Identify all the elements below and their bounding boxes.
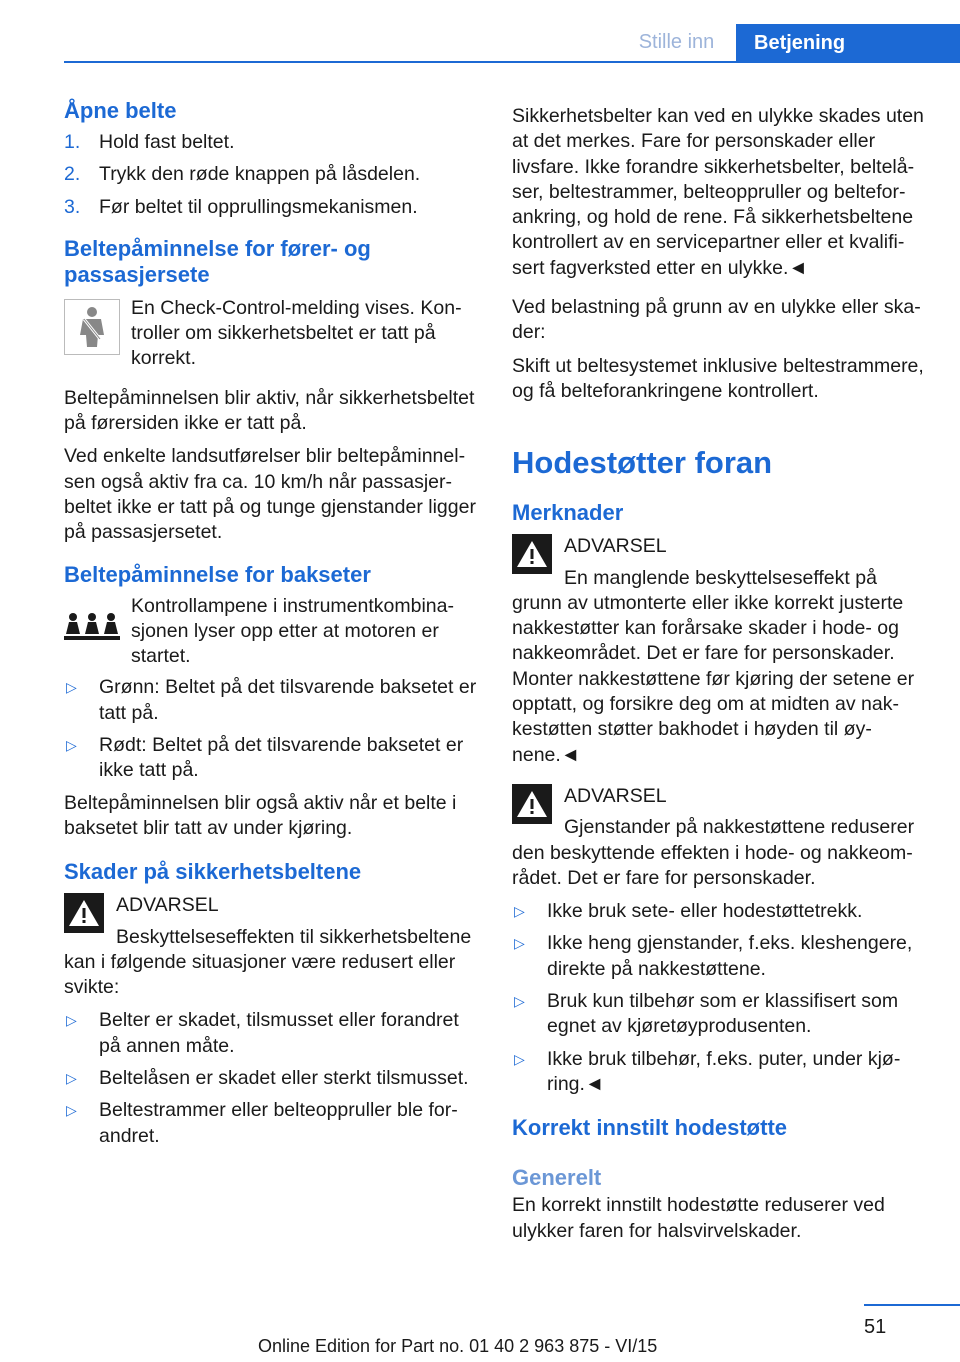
step-text: Hold fast beltet.: [99, 131, 235, 153]
list-item-text: Ikke bruk sete- eller hodestøttetrekk.: [547, 900, 863, 923]
list-item: [512, 931, 928, 982]
warning-triangle-icon: [512, 534, 552, 574]
subsection-title-general: Generelt: [512, 1165, 602, 1191]
step-number: 3.: [64, 195, 81, 218]
damage-list: [64, 1008, 480, 1148]
triangle-bullet-icon: ▷: [66, 679, 77, 696]
right-column: [512, 104, 928, 1244]
header-tab-stille-inn[interactable]: Stille inn: [638, 31, 715, 53]
reminder-front-paragraph-2: Ved enkelte landsutførelser blir beltepåminnelsen også aktiv fra ca. 10 km/h når passasjerbeltet ikke er tatt på og tunge gjenstander ligger på passasjersetet.: [64, 445, 476, 544]
warning-label: ADVARSEL: [564, 784, 667, 807]
section-title-reminder-front: Beltepåminnelse for fører- og passasjersete: [64, 235, 371, 287]
warning-label: ADVARSEL: [564, 535, 667, 558]
list-item: [64, 675, 480, 726]
reminder-rear-list: [64, 675, 480, 783]
reminder-rear-icon-text: Kontrollampene i instrumentkombinasjonen lyser opp etter at motoren er startet.: [131, 594, 454, 668]
list-item-text: Belter er skadet, tilsmusset eller forandret på annen måte.: [99, 1009, 459, 1057]
reminder-front-icon-text: En Check-Control-melding vises. Kontroller om sikkerhetsbeltet er tatt på korrekt.: [131, 296, 462, 370]
headrest-warning-1: [512, 534, 928, 768]
reminder-front-paragraph-1: Beltepåminnelsen blir aktiv, når sikkerhetsbeltet på førersiden ikke er tatt på.: [64, 386, 475, 435]
open-belt-steps: [64, 130, 480, 220]
triangle-bullet-icon: ▷: [66, 1102, 77, 1119]
triangle-bullet-icon: ▷: [514, 903, 525, 920]
reminder-rear-paragraph: Beltepåminnelsen blir også aktiv når et belte i baksetet blir tatt av under kjøring.: [64, 791, 457, 839]
header-tab-betjening[interactable]: Betjening: [736, 24, 960, 63]
warning-text: Gjenstander på nakkestøttene reduserer den beskyttende effekten i hode- og nakkeområdet. Det er fare for personskader.: [512, 816, 915, 889]
headrest-warning-2: [512, 784, 928, 891]
warning-triangle-icon: [64, 893, 104, 933]
warning-label: ADVARSEL: [116, 894, 219, 917]
page-number: 51: [864, 1316, 887, 1338]
seatbelt-person-icon: [64, 299, 120, 355]
load-paragraph-1: Ved belastning på grunn av en ulykke eller skader:: [512, 296, 921, 344]
triangle-bullet-icon: ▷: [66, 1012, 77, 1029]
section-title-notes: Merknader: [512, 500, 624, 526]
section-title-reminder-rear: Beltepåminnelse for bakseter: [64, 561, 371, 587]
section-title-correct-headrest: Korrekt innstilt hodestøtte: [512, 1115, 788, 1141]
headrest-list: [512, 899, 928, 1097]
triangle-bullet-icon: ▷: [514, 1050, 525, 1067]
warning-triangle-icon: [512, 784, 552, 824]
step-number: 1.: [64, 131, 81, 153]
list-item-text: Grønn: Beltet på det tilsvarende baksetet er tatt på.: [99, 676, 477, 724]
list-item: [512, 899, 928, 924]
list-item: [64, 1008, 480, 1059]
load-paragraph-2: Skift ut beltesystemet inklusive beltestrammere, og få belteforankringene kontrollert.: [512, 354, 924, 402]
list-item-text: Ikke heng gjenstander, f.eks. kleshengere, direkte på nakkestøttene.: [547, 932, 913, 980]
left-column: [64, 98, 480, 1156]
section-title-damage: Skader på sikkerhetsbeltene: [64, 859, 362, 885]
damage-continued-text: Sikkerhetsbelter kan ved en ulykke skades uten at det merkes. Fare for personskader eller livsfare. Ikke forandre sikkerhetsbelter, beltelåser, beltestrammer, belteoppruller og belteforankring, og hold de rene. Få sikkerhetsbeltene kontrollert av en servicepartner eller et kvalifisert fagverksted etter en ulykke.◄: [512, 105, 924, 279]
general-text: En korrekt innstilt hodestøtte reduserer ved ulykker faren for halsvirvelskader.: [512, 1194, 885, 1242]
triangle-bullet-icon: ▷: [514, 993, 525, 1010]
step-number: 2.: [64, 163, 81, 186]
list-item: [64, 195, 480, 220]
reminder-front-row: [64, 296, 480, 372]
warning-text: En manglende beskyttelseseffekt på grunn av utmonterte eller ikke korrekt justerte nakkestøtter kan forårsake skader i hode- og nakkeområdet. Det er fare for personskader. Monter nakkestøttene før kjøring der setene er opptatt, og forsikre deg om at midten av nakkestøtten støtter bakhodet i høyden til øynene.◄: [512, 566, 915, 766]
list-item: [512, 1047, 928, 1098]
footer-edition: Online Edition for Part no. 01 40 2 963 875 - VI/15: [258, 1336, 658, 1356]
rear-seats-belt-icon: [64, 597, 120, 653]
section-title-open-belt: Åpne belte: [64, 98, 177, 123]
list-item: [64, 1066, 480, 1091]
list-item-text: Ikke bruk tilbehør, f.eks. puter, under kjøring.◄: [547, 1047, 901, 1095]
list-item-text: Rødt: Beltet på det tilsvarende baksetet er ikke tatt på.: [99, 734, 464, 782]
header-rule: [64, 61, 960, 63]
chapter-title-headrests: Hodestøtter foran: [512, 445, 773, 481]
warning-text: Beskyttelseseffekten til sikkerhetsbeltene kan i følgende situasjoner være redusert eller svikte:: [64, 925, 472, 999]
triangle-bullet-icon: ▷: [66, 1070, 77, 1087]
list-item-text: Bruk kun tilbehør som er klassifisert som egnet av kjøretøyprodusenten.: [547, 990, 899, 1038]
triangle-bullet-icon: ▷: [66, 737, 77, 754]
list-item: [64, 733, 480, 784]
triangle-bullet-icon: ▷: [514, 935, 525, 952]
list-item-text: Beltelåsen er skadet eller sterkt tilsmusset.: [99, 1067, 469, 1090]
damage-warning: [64, 893, 480, 1000]
step-text: Før beltet til opprullingsmekanismen.: [99, 195, 418, 218]
reminder-rear-row: [64, 594, 480, 670]
footer-rule: [864, 1304, 960, 1306]
step-text: Trykk den røde knappen på låsdelen.: [99, 163, 421, 186]
list-item: [64, 1098, 480, 1149]
list-item-text: Beltestrammer eller belteoppruller ble forandret.: [99, 1099, 458, 1147]
list-item: [64, 162, 480, 187]
list-item: [64, 130, 480, 155]
list-item: [512, 989, 928, 1040]
